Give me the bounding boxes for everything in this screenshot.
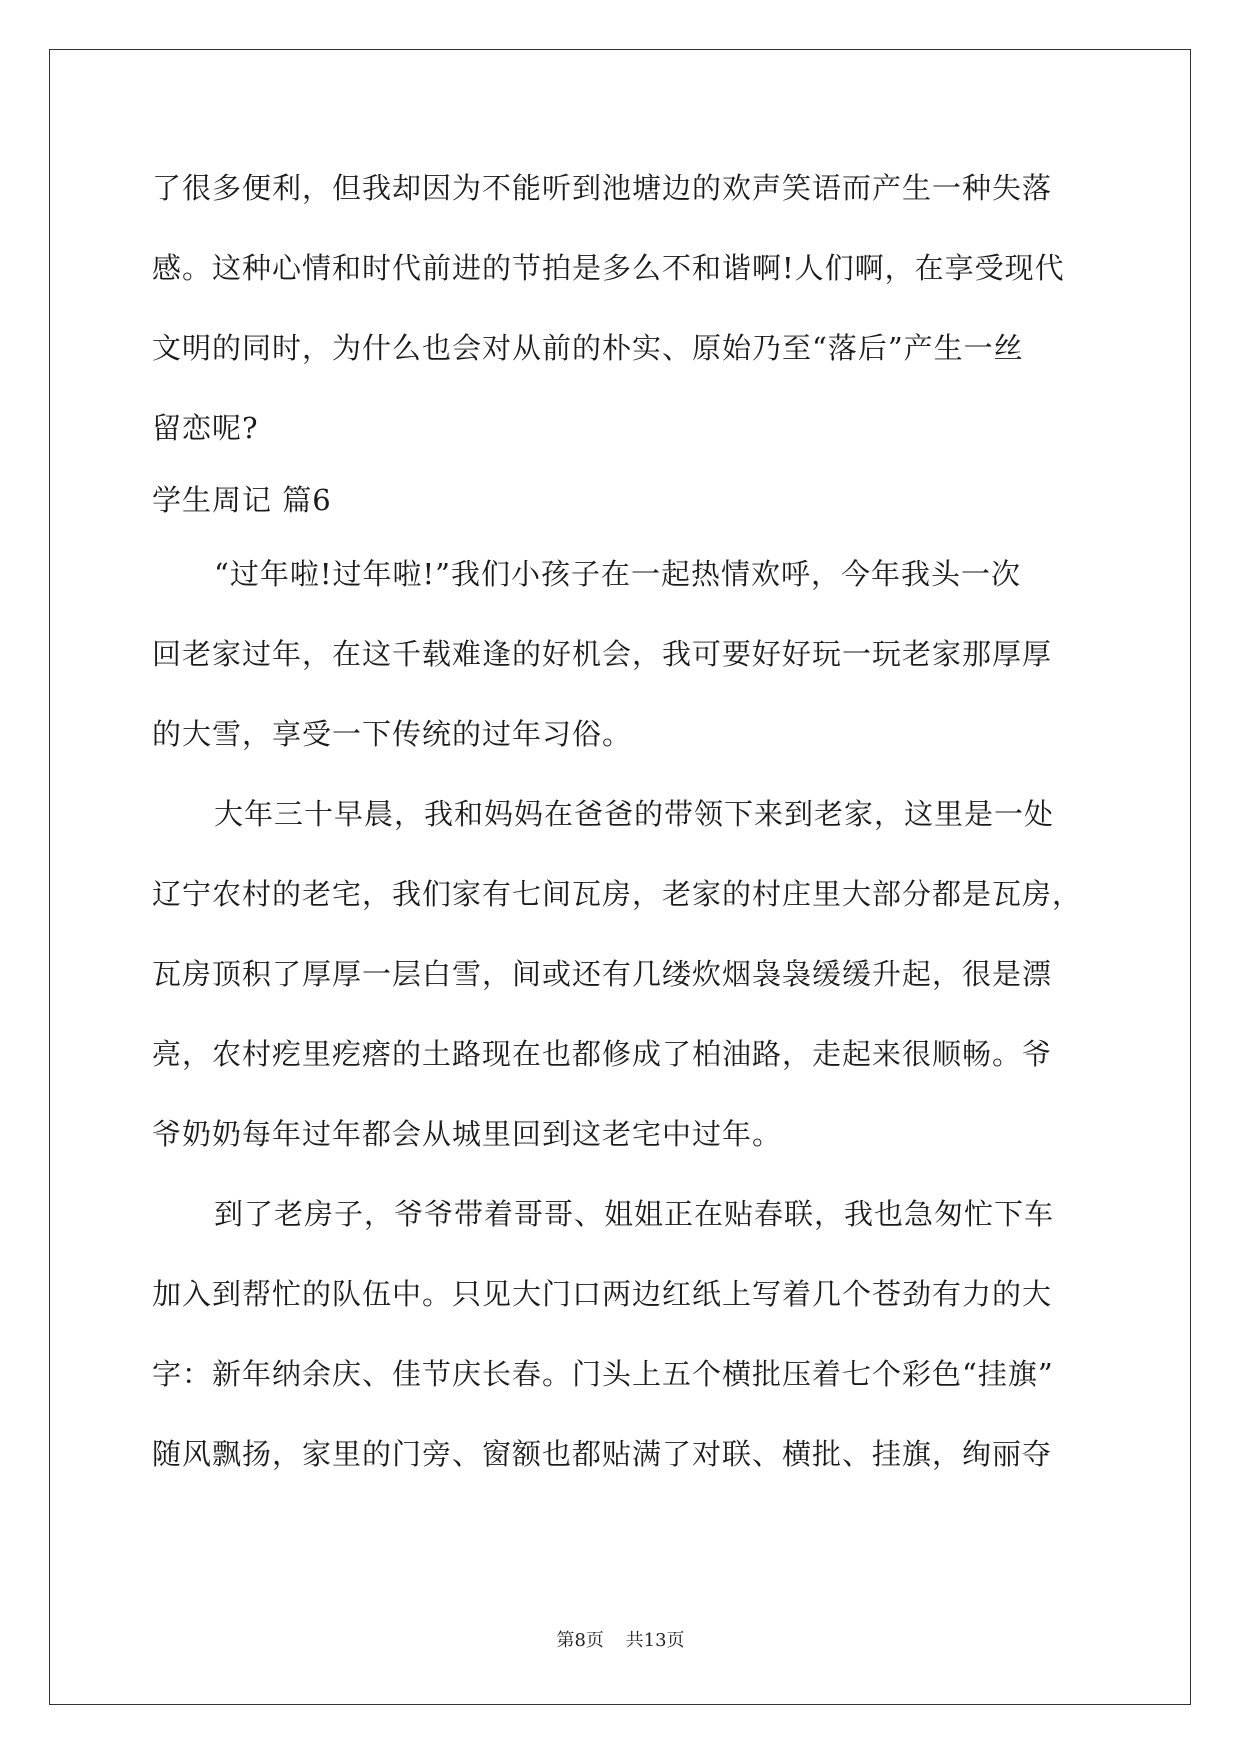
section-heading: 学生周记 篇6	[152, 483, 332, 517]
paragraph-line: 爷奶奶每年过年都会从城里回到这老宅中过年。	[152, 1117, 783, 1151]
paragraph-line: “过年啦!过年啦!”我们小孩子在一起热情欢呼，今年我头一次	[214, 557, 1021, 591]
page-number: 第8页	[556, 1630, 604, 1651]
paragraph-line: 辽宁农村的老宅，我们家有七间瓦房，老家的村庄里大部分都是瓦房，	[152, 877, 1083, 911]
text-line: 文明的同时，为什么也会对从前的朴实、原始乃至“落后”产生一丝	[152, 331, 1024, 365]
text-line: 了很多便利，但我却因为不能听到池塘边的欢声笑语而产生一种失落	[152, 171, 1053, 205]
page-footer	[0, 1626, 1241, 1652]
paragraph-line: 到了老房子，爷爷带着哥哥、姐姐正在贴春联，我也急匆忙下车	[214, 1197, 1055, 1231]
paragraph-line: 的大雪，享受一下传统的过年习俗。	[152, 717, 633, 751]
paragraph-line: 瓦房顶积了厚厚一层白雪，间或还有几缕炊烟袅袅缓缓升起，很是漂	[152, 957, 1053, 991]
paragraph-line: 随风飘扬，家里的门旁、窗额也都贴满了对联、横批、挂旗，绚丽夺	[152, 1437, 1053, 1471]
page-total: 共13页	[625, 1630, 685, 1651]
paragraph-line: 回老家过年，在这千载难逢的好机会，我可要好好玩一玩老家那厚厚	[152, 637, 1053, 671]
paragraph-line: 大年三十早晨，我和妈妈在爸爸的带领下来到老家，这里是一处	[214, 797, 1055, 831]
paragraph-line: 加入到帮忙的队伍中。只见大门口两边红纸上写着几个苍劲有力的大	[152, 1277, 1053, 1311]
text-line: 留恋呢?	[152, 411, 259, 445]
text-line: 感。这种心情和时代前进的节拍是多么不和谐啊!人们啊，在享受现代	[152, 251, 1065, 285]
document-body	[152, 160, 1092, 1506]
paragraph-line: 字：新年纳余庆、佳节庆长春。门头上五个横批压着七个彩色“挂旗”	[152, 1357, 1054, 1391]
paragraph-line: 亮，农村疙里疙瘩的土路现在也都修成了柏油路，走起来很顺畅。爷	[152, 1037, 1053, 1071]
